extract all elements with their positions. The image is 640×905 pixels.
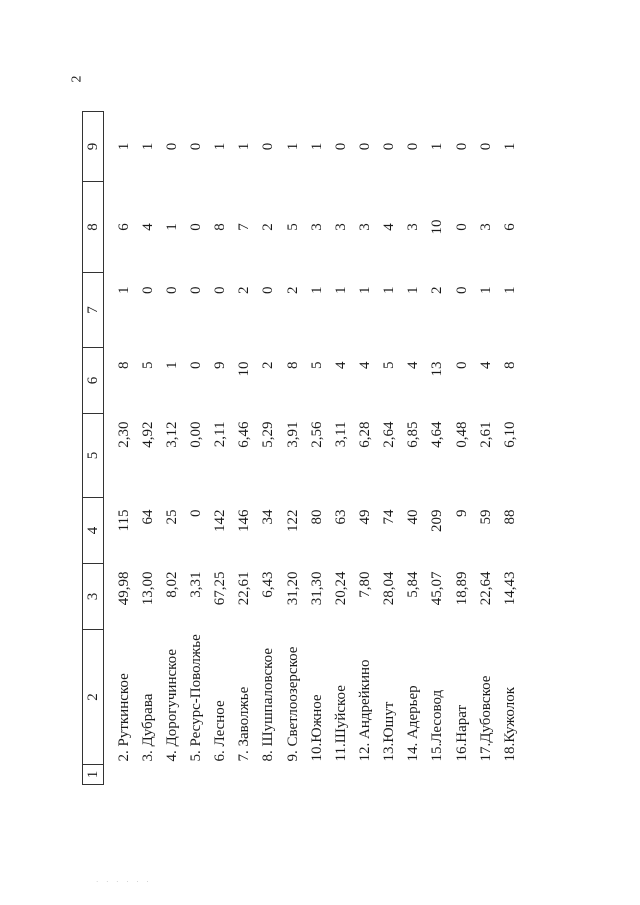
- table-row: [233, 112, 257, 785]
- enterprise-name-cell: 11.Шуйское: [332, 685, 349, 762]
- value-cell-c3: 6,43: [260, 571, 277, 598]
- value-cell-c9: 1: [212, 142, 229, 151]
- value-cell-c8: 3: [405, 223, 422, 231]
- table-row: [184, 112, 208, 785]
- enterprise-name-cell: 17.Дубовское: [477, 675, 494, 762]
- value-cell-c3: 28,04: [381, 571, 398, 606]
- value-cell-c9: 1: [236, 142, 253, 151]
- enterprise-name-cell: 15.Лесовод: [429, 689, 446, 762]
- value-cell-c5: 2,30: [115, 421, 132, 448]
- value-cell-c9: 0: [381, 142, 398, 151]
- value-cell-c8: 2: [260, 223, 277, 231]
- page-number: 2: [69, 75, 85, 83]
- enterprise-name-cell: 16.Нарат: [453, 704, 470, 762]
- value-cell-c7: 0: [187, 286, 204, 294]
- scan-specks: · · · · · ·: [96, 878, 152, 886]
- value-cell-c7: 1: [356, 286, 373, 294]
- row-spacer-cell: [450, 765, 474, 785]
- value-cell-c8: 4: [139, 223, 156, 231]
- table-row: [378, 112, 402, 785]
- value-cell-c9: 0: [260, 142, 277, 151]
- value-cell-c8: 0: [453, 223, 470, 231]
- value-cell-c4: 40: [405, 509, 422, 525]
- table-row: [474, 112, 498, 785]
- value-cell-c4: 146: [236, 509, 253, 532]
- table-body: [104, 112, 523, 785]
- value-cell-c3: 13,00: [139, 571, 156, 606]
- value-cell-c9: 0: [163, 142, 180, 151]
- value-cell-c8: 7: [236, 223, 253, 231]
- value-cell-c7: 1: [405, 286, 422, 294]
- row-spacer-cell: [498, 765, 522, 785]
- value-cell-c4: 64: [139, 509, 156, 525]
- column-header-5: 5: [83, 414, 104, 498]
- enterprise-name-cell: 9. Светлоозерское: [284, 646, 301, 762]
- value-cell-c8: 3: [332, 223, 349, 231]
- table-row: [498, 112, 522, 785]
- row-spacer-cell: [329, 765, 353, 785]
- rotated-table-container: [70, 100, 570, 800]
- value-cell-c7: 0: [139, 286, 156, 294]
- value-cell-c3: 31,30: [308, 571, 325, 606]
- value-cell-c8: 10: [429, 219, 446, 235]
- value-cell-c5: 6,46: [236, 421, 253, 448]
- value-cell-c4: 0: [187, 509, 204, 517]
- value-cell-c5: 0,00: [187, 421, 204, 448]
- value-cell-c3: 20,24: [332, 571, 349, 606]
- table-row: [305, 112, 329, 785]
- data-table: [82, 111, 522, 785]
- value-cell-c3: 8,02: [163, 571, 180, 598]
- table-row: [257, 112, 281, 785]
- column-header-1: 1: [83, 765, 104, 785]
- value-cell-c8: 6: [501, 223, 518, 231]
- row-spacer-cell: [104, 765, 137, 785]
- value-cell-c9: 0: [356, 142, 373, 151]
- value-cell-c6: 2: [260, 361, 277, 369]
- value-cell-c7: 1: [115, 286, 132, 294]
- value-cell-c8: 8: [212, 223, 229, 231]
- table-row: [209, 112, 233, 785]
- value-cell-c6: 8: [284, 361, 301, 369]
- row-spacer-cell: [136, 765, 160, 785]
- value-cell-c3: 49,98: [115, 571, 132, 606]
- value-cell-c8: 4: [381, 223, 398, 231]
- value-cell-c7: 2: [284, 286, 301, 294]
- row-spacer-cell: [353, 765, 377, 785]
- table-header: [83, 112, 104, 785]
- value-cell-c5: 0,48: [453, 421, 470, 448]
- table-row: [281, 112, 305, 785]
- enterprise-name-cell: 5. Ресурс-Поволжье: [187, 634, 204, 762]
- value-cell-c5: 2,61: [477, 421, 494, 448]
- value-cell-c4: 122: [284, 509, 301, 532]
- value-cell-c4: 49: [356, 509, 373, 525]
- enterprise-name-cell: 6. Лесное: [212, 700, 229, 762]
- table-row: [426, 112, 450, 785]
- value-cell-c8: 6: [115, 223, 132, 231]
- column-header-9: 9: [83, 112, 104, 182]
- table-row: [329, 112, 353, 785]
- enterprise-name-cell: 2. Руткинское: [115, 673, 132, 762]
- row-spacer-cell: [402, 765, 426, 785]
- value-cell-c4: 59: [477, 509, 494, 525]
- value-cell-c8: 3: [308, 223, 325, 231]
- value-cell-c5: 6,85: [405, 421, 422, 448]
- row-spacer-cell: [378, 765, 402, 785]
- value-cell-c7: 0: [453, 286, 470, 294]
- value-cell-c3: 18,89: [453, 571, 470, 606]
- enterprise-name-cell: 7. Заволжье: [236, 686, 253, 762]
- row-spacer-cell: [426, 765, 450, 785]
- value-cell-c6: 4: [477, 361, 494, 369]
- table-row: [353, 112, 377, 785]
- table-row: [104, 112, 137, 785]
- value-cell-c6: 8: [501, 361, 518, 369]
- value-cell-c9: 1: [139, 142, 156, 151]
- value-cell-c6: 4: [405, 361, 422, 369]
- value-cell-c6: 4: [356, 361, 373, 369]
- value-cell-c3: 31,20: [284, 571, 301, 606]
- value-cell-c9: 1: [308, 142, 325, 151]
- value-cell-c7: 0: [260, 286, 277, 294]
- value-cell-c5: 4,92: [139, 421, 156, 448]
- value-cell-c7: 2: [236, 286, 253, 294]
- enterprise-name-cell: 18.Кужолок: [501, 687, 518, 762]
- value-cell-c9: 0: [332, 142, 349, 151]
- value-cell-c6: 5: [139, 361, 156, 369]
- value-cell-c7: 0: [163, 286, 180, 294]
- table-row: [160, 112, 184, 785]
- value-cell-c6: 9: [212, 361, 229, 369]
- value-cell-c6: 10: [236, 361, 253, 377]
- value-cell-c7: 0: [212, 286, 229, 294]
- value-cell-c5: 2,56: [308, 421, 325, 448]
- row-spacer-cell: [160, 765, 184, 785]
- value-cell-c5: 5,29: [260, 421, 277, 448]
- value-cell-c8: 3: [356, 223, 373, 231]
- value-cell-c3: 5,84: [405, 571, 422, 598]
- table-row: [450, 112, 474, 785]
- column-header-2: 2: [83, 630, 104, 765]
- value-cell-c3: 45,07: [429, 571, 446, 606]
- value-cell-c3: 22,61: [236, 571, 253, 606]
- value-cell-c5: 4,64: [429, 421, 446, 448]
- value-cell-c9: 0: [405, 142, 422, 151]
- value-cell-c7: 2: [429, 286, 446, 294]
- value-cell-c4: 74: [381, 509, 398, 525]
- value-cell-c4: 209: [429, 509, 446, 532]
- value-cell-c3: 14,43: [501, 571, 518, 606]
- value-cell-c6: 4: [332, 361, 349, 369]
- enterprise-name-cell: 3. Дубрава: [139, 693, 156, 762]
- value-cell-c8: 0: [187, 223, 204, 231]
- value-cell-c7: 1: [332, 286, 349, 294]
- value-cell-c3: 3,31: [187, 571, 204, 598]
- value-cell-c5: 2,11: [212, 421, 229, 448]
- enterprise-name-cell: 8. Шушпаловское: [260, 647, 277, 762]
- value-cell-c7: 1: [381, 286, 398, 294]
- value-cell-c6: 0: [453, 361, 470, 369]
- value-cell-c6: 13: [429, 361, 446, 377]
- value-cell-c4: 88: [501, 509, 518, 525]
- row-spacer-cell: [184, 765, 208, 785]
- value-cell-c3: 22,64: [477, 571, 494, 606]
- value-cell-c7: 1: [308, 286, 325, 294]
- enterprise-name-cell: 12. Андрейкино: [356, 659, 373, 762]
- value-cell-c4: 25: [163, 509, 180, 525]
- value-cell-c4: 115: [115, 509, 132, 532]
- row-spacer-cell: [281, 765, 305, 785]
- value-cell-c3: 67,25: [212, 571, 229, 606]
- value-cell-c5: 3,11: [332, 421, 349, 448]
- value-cell-c4: 80: [308, 509, 325, 525]
- row-spacer-cell: [209, 765, 233, 785]
- enterprise-name-cell: 10.Южное: [308, 694, 325, 762]
- value-cell-c4: 34: [260, 509, 277, 525]
- value-cell-c7: 1: [501, 286, 518, 294]
- value-cell-c4: 9: [453, 509, 470, 517]
- value-cell-c9: 1: [501, 142, 518, 151]
- row-spacer-cell: [233, 765, 257, 785]
- row-spacer-cell: [305, 765, 329, 785]
- value-cell-c5: 6,10: [501, 421, 518, 448]
- value-cell-c8: 1: [163, 223, 180, 231]
- value-cell-c6: 8: [115, 361, 132, 369]
- value-cell-c7: 1: [477, 286, 494, 294]
- value-cell-c9: 0: [453, 142, 470, 151]
- value-cell-c6: 1: [163, 361, 180, 369]
- column-header-7: 7: [83, 273, 104, 348]
- column-header-4: 4: [83, 498, 104, 564]
- value-cell-c4: 63: [332, 509, 349, 525]
- value-cell-c5: 3,12: [163, 421, 180, 448]
- value-cell-c6: 0: [187, 361, 204, 369]
- value-cell-c9: 0: [477, 142, 494, 151]
- value-cell-c5: 6,28: [356, 421, 373, 448]
- value-cell-c9: 1: [115, 142, 132, 151]
- value-cell-c8: 5: [284, 223, 301, 231]
- value-cell-c6: 5: [308, 361, 325, 369]
- value-cell-c9: 0: [187, 142, 204, 151]
- value-cell-c6: 5: [381, 361, 398, 369]
- column-header-8: 8: [83, 182, 104, 273]
- table-row: [136, 112, 160, 785]
- value-cell-c9: 1: [284, 142, 301, 151]
- enterprise-name-cell: 14. Адерьер: [405, 685, 422, 762]
- value-cell-c9: 1: [429, 142, 446, 151]
- column-header-3: 3: [83, 564, 104, 630]
- value-cell-c3: 7,80: [356, 571, 373, 598]
- column-header-6: 6: [83, 348, 104, 414]
- table-row: [402, 112, 426, 785]
- enterprise-name-cell: 4. Дорогучинское: [163, 648, 180, 762]
- row-spacer-cell: [474, 765, 498, 785]
- value-cell-c5: 2,64: [381, 421, 398, 448]
- row-spacer-cell: [257, 765, 281, 785]
- enterprise-name-cell: 13.Юшут: [381, 701, 398, 762]
- value-cell-c5: 3,91: [284, 421, 301, 448]
- value-cell-c4: 142: [212, 509, 229, 532]
- value-cell-c8: 3: [477, 223, 494, 231]
